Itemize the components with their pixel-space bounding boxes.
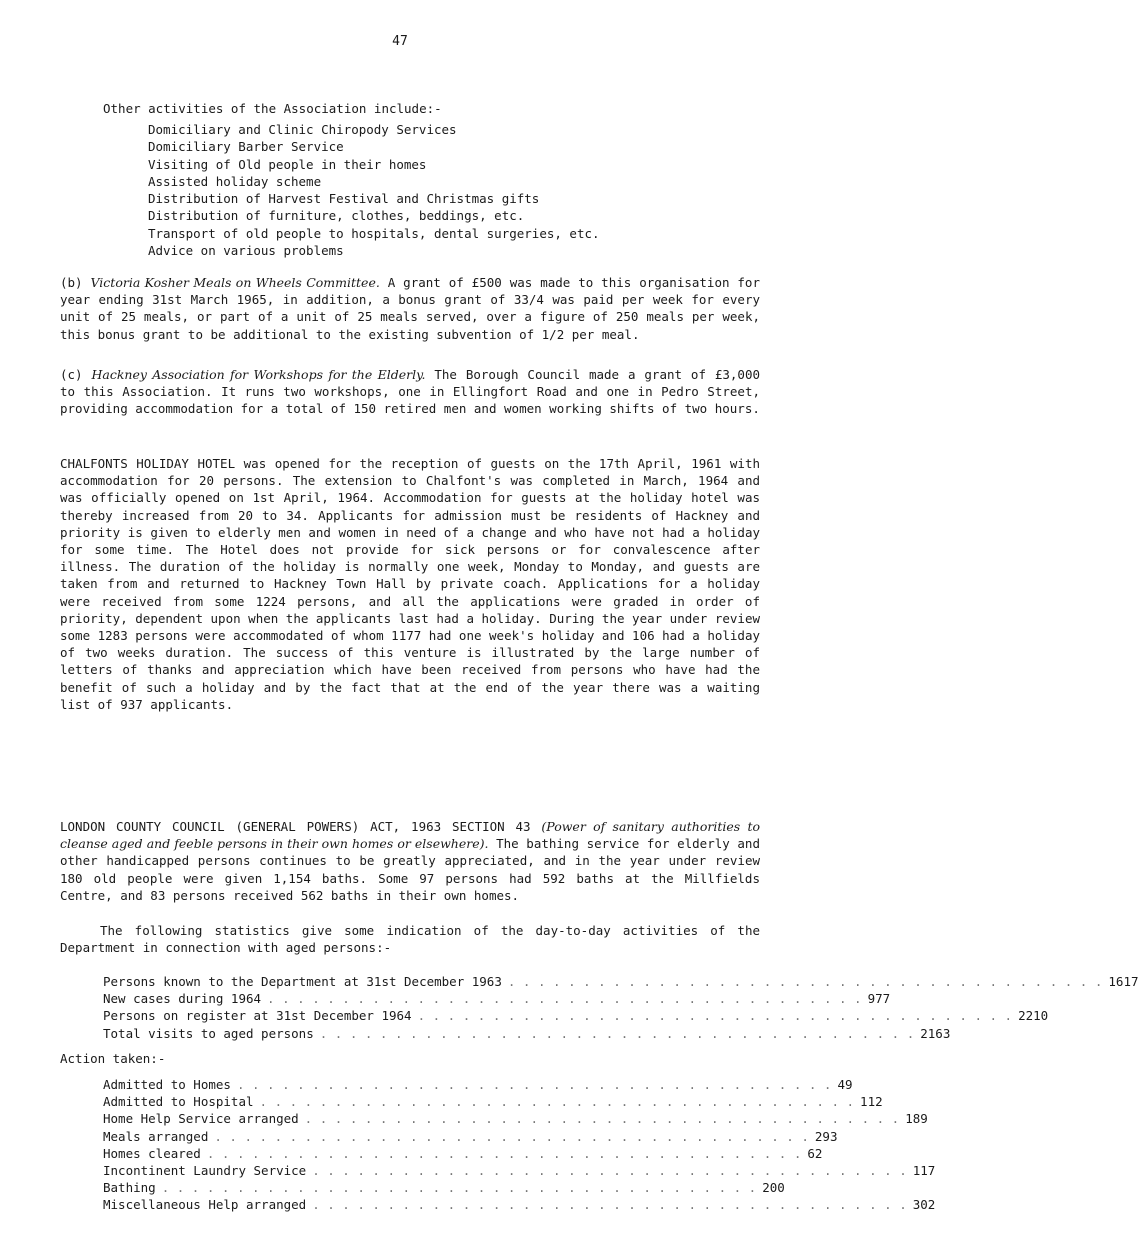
row-value: 1617 (1108, 974, 1139, 989)
row-label: Homes cleared (103, 1145, 201, 1161)
lcc-paragraph (60, 818, 760, 904)
table-row (103, 1007, 1049, 1024)
leader-dots: . . . . . . . . . . . . . . . . . . . . . . . . . . . . . . . . . . . . . . . . (507, 974, 1103, 989)
row-label: Home Help Service arranged (103, 1111, 299, 1127)
table-row (103, 973, 1139, 990)
list-item: Domiciliary Barber Service (148, 139, 344, 155)
paragraph-text: The Borough Council made a grant of £3,000 to this Association. It runs two workshops, one in Ellingfort Road and one in Pedro Street, providing accommodation for a total of 150 retired men and women working shifts of two hours. (60, 367, 761, 417)
row-value: 117 (912, 1163, 936, 1179)
row-label: Persons known to the Department at 31st December 1963 (103, 974, 502, 989)
leader-dots: . . . . . . . . . . . . . . . . . . . . . . . . . . . . . . . . . . . . . . . . (259, 1094, 855, 1110)
activities-intro: Other activities of the Association include:- (103, 101, 442, 116)
table-row (103, 1076, 853, 1093)
paragraph-title: Victoria Kosher Meals on Wheels Committee. (90, 275, 380, 290)
leader-dots: . . . . . . . . . . . . . . . . . . . . . . . . . . . . . . . . . . . . . . . . (319, 1025, 915, 1041)
row-label: New cases during 1964 (103, 991, 262, 1007)
row-label: Incontinent Laundry Service (103, 1163, 307, 1179)
leader-dots: . . . . . . . . . . . . . . . . . . . . . . . . . . . . . . . . . . . . . . . . (161, 1180, 757, 1196)
row-value: 112 (860, 1094, 883, 1110)
table-row (103, 990, 891, 1007)
table-row (103, 1128, 838, 1145)
list-item: Distribution of furniture, clothes, beddings, etc. (148, 208, 525, 224)
leader-dots: . . . . . . . . . . . . . . . . . . . . . . . . . . . . . . . . . . . . . . . . (236, 1077, 832, 1092)
paragraph-c (60, 366, 760, 418)
chalfonts-paragraph: CHALFONTS HOLIDAY HOTEL was opened for the reception of guests on the 17th April, 1961 with accommodation for 20 persons. The extension to Chalfont's was completed in March, 1964 and was officially opened on 1st April, 1964. Accommodation for guests at the holiday hotel was thereby increased from 20 to 34. Applicants for admission must be residents of Hackney and priority is given to elderly men and women in need of a change and who have not had a holiday for some time. The Hotel does not provide for sick persons or for convalescence after illness. The duration of the holiday is normally one week, Monday to Monday, and guests are taken from and returned to Hackney Town Hall by private coach. Applications for a holiday were received from some 1224 persons, and all the applications were graded in order of priority, dependent upon when the applicants last had a holiday. During the year under review some 1283 persons were accommodated of whom 1177 had one week's holiday and 106 had a holiday of two weeks duration. The success of this venture is illustrated by the large number of letters of thanks and appreciation which have been received from persons who have had the benefit of such a holiday and by the fact that at the end of the year there was a waiting list of 937 applicants. (60, 456, 760, 712)
table-row (103, 1162, 936, 1179)
row-label: Total visits to aged persons (103, 1025, 314, 1041)
row-value: 62 (807, 1145, 823, 1161)
actions-table (103, 1076, 936, 1214)
leader-dots: . . . . . . . . . . . . . . . . . . . . . . . . . . . . . . . . . . . . . . . . (304, 1111, 900, 1127)
paragraph-title: Hackney Association for Workshops for the Elderly. (91, 367, 426, 382)
row-label: Admitted to Homes (103, 1077, 231, 1092)
list-item: Domiciliary and Clinic Chiropody Services (148, 122, 457, 137)
row-value: 49 (837, 1077, 853, 1092)
action-taken-label: Action taken:- (60, 1051, 166, 1066)
table-row (103, 1110, 928, 1127)
lcc-italic: (Power of sanitary authorities to cleanse aged and feeble persons in their own homes or elsewhere). (60, 819, 761, 852)
list-item: Distribution of Harvest Festival and Christmas gifts (148, 191, 540, 207)
table-row (103, 1145, 823, 1162)
leader-dots: . . . . . . . . . . . . . . . . . . . . . . . . . . . . . . . . . . . . . . . . (206, 1145, 802, 1161)
list-item: Assisted holiday scheme (148, 173, 322, 189)
list-item: Visiting of Old people in their homes (148, 156, 427, 172)
row-label: Persons on register at 31st December 1964 (103, 1008, 412, 1024)
table-row (103, 1093, 883, 1110)
table-row (103, 1025, 951, 1042)
row-label: Miscellaneous Help arranged (103, 1197, 307, 1213)
list-item: Advice on various problems (148, 243, 344, 259)
row-value: 977 (867, 991, 891, 1007)
page-number: 47 (392, 34, 408, 49)
paragraph-b (60, 274, 760, 343)
row-label: Bathing (103, 1180, 156, 1196)
row-label: Admitted to Hospital (103, 1094, 254, 1110)
activities-list (148, 121, 600, 259)
lcc-heading: LONDON COUNTY COUNCIL (GENERAL POWERS) ACT, 1963 SECTION 43 (60, 819, 531, 834)
row-value: 293 (814, 1128, 838, 1144)
table-row (103, 1196, 936, 1213)
paragraph-label: (c) (60, 367, 83, 382)
leader-dots: . . . . . . . . . . . . . . . . . . . . . . . . . . . . . . . . . . . . . . . . (267, 991, 862, 1007)
row-value: 2210 (1018, 1008, 1049, 1024)
statistics-table (103, 973, 1139, 1042)
stats-intro: The following statistics give some indication of the day-to-day activities of the Department in connection with aged persons:- (60, 923, 760, 956)
row-label: Meals arranged (103, 1128, 209, 1144)
leader-dots: . . . . . . . . . . . . . . . . . . . . . . . . . . . . . . . . . . . . . . . . (312, 1197, 907, 1213)
paragraph-text: A grant of £500 was made to this organisation for year ending 31st March 1965, in addition, a bonus grant of 33/4 was paid per week for every unit of 25 meals, or part of a unit of 25 meals served, over a figure of 250 meals per week, this bonus grant to be additional to the existing subvention of 1/2 per meal. (60, 275, 760, 342)
table-row (103, 1179, 785, 1196)
paragraph-label: (b) (60, 275, 83, 290)
leader-dots: . . . . . . . . . . . . . . . . . . . . . . . . . . . . . . . . . . . . . . . . (312, 1163, 907, 1179)
lcc-text: The bathing service for elderly and other handicapped persons continues to be greatly appreciated, and in the year under review 180 old people were given 1,154 baths. Some 97 persons had 592 baths at the Millfields Centre, and 83 persons received 562 baths in their own homes. (60, 836, 760, 903)
row-value: 302 (912, 1197, 936, 1213)
leader-dots: . . . . . . . . . . . . . . . . . . . . . . . . . . . . . . . . . . . . . . . . (214, 1128, 809, 1144)
row-value: 2163 (920, 1025, 951, 1041)
list-item: Transport of old people to hospitals, dental surgeries, etc. (148, 225, 600, 241)
row-value: 189 (905, 1111, 928, 1127)
leader-dots: . . . . . . . . . . . . . . . . . . . . . . . . . . . . . . . . . . . . . . . . (417, 1008, 1013, 1024)
row-value: 200 (762, 1180, 785, 1196)
